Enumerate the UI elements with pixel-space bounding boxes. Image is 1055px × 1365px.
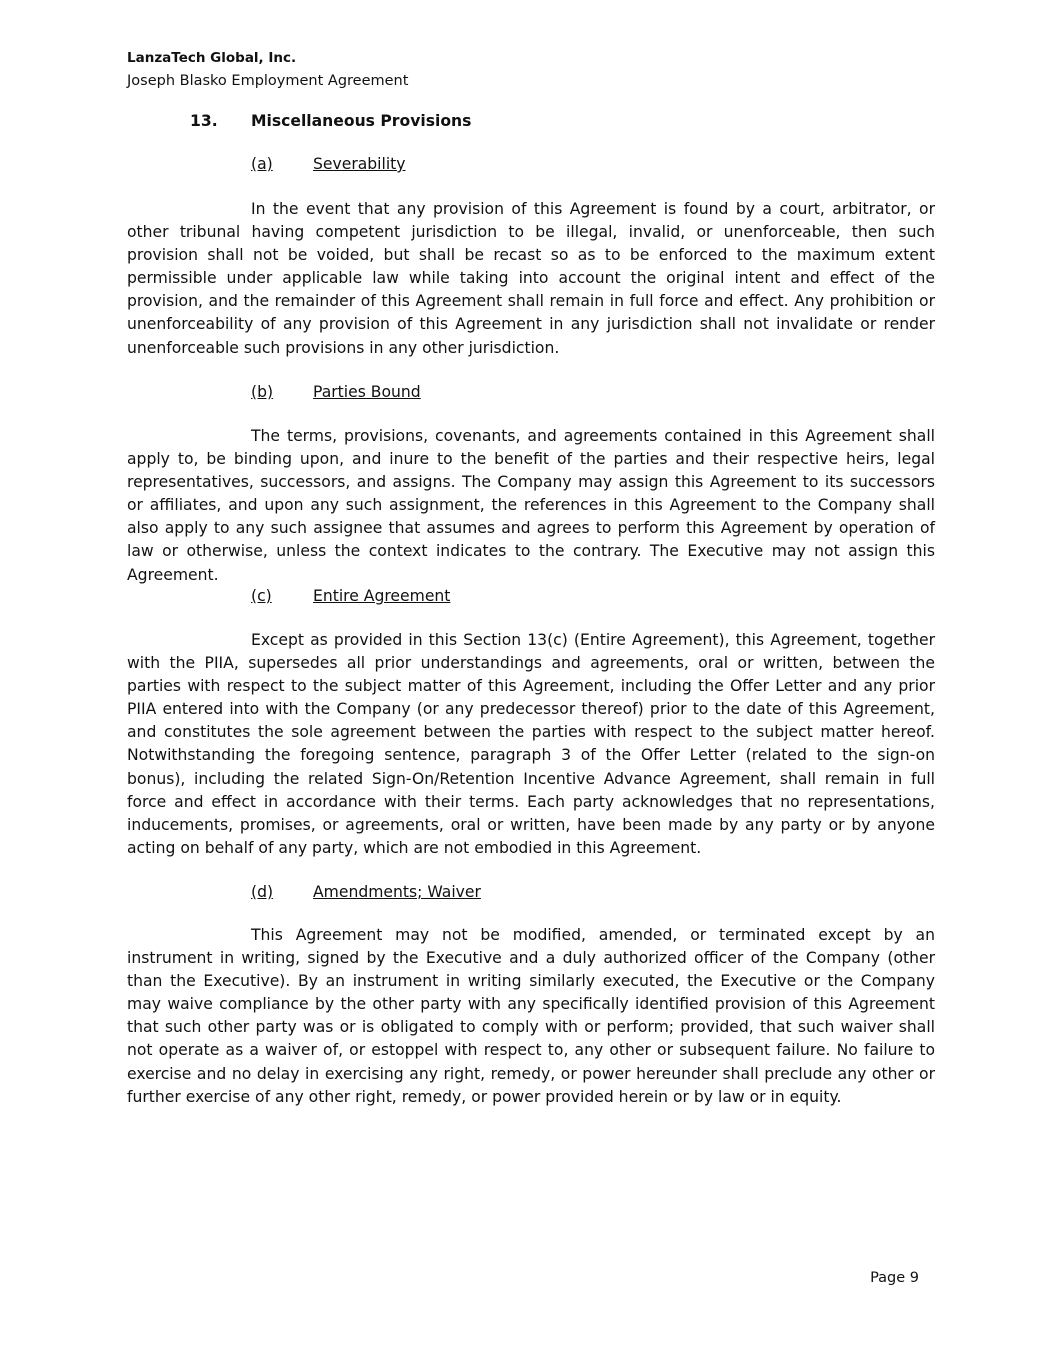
subsection-heading-d	[251, 881, 481, 904]
subsection-body-d	[127, 924, 935, 1109]
paragraph: In the event that any provision of this Agreement is found by a court, arbitrator, or other tribunal having competent jurisdiction to be illegal, invalid, or unenforceable, then such provision shall not be voided, but shall be recast so as to be enforced to the maximum extent permissible under applicable law while taking into account the original intent and effect of the provision, and the remainder of this Agreement shall remain in full force and effect. Any prohibition or unenforceability of any provision of this Agreement in any jurisdiction shall not invalidate or render unenforceable such provisions in any other jurisdiction.	[127, 200, 935, 357]
subsection-letter: (a)	[251, 155, 273, 173]
subsection-letter: (b)	[251, 383, 274, 401]
subsection-heading-a	[251, 153, 406, 176]
subsection-title: Amendments; Waiver	[313, 883, 481, 901]
subsection-body-b	[127, 425, 935, 587]
subsection-body-c	[127, 629, 935, 860]
document-title: Joseph Blasko Employment Agreement	[127, 73, 409, 89]
subsection-heading-c	[251, 585, 450, 608]
company-name: LanzaTech Global, Inc.	[127, 50, 297, 66]
section-number: 13.	[190, 112, 218, 130]
paragraph: The terms, provisions, covenants, and agreements contained in this Agreement shall apply to, be binding upon, and inure to the benefit of the parties and their respective heirs, legal representatives, successors, and assigns. The Company may assign this Agreement to its successors or affiliates, and upon any such assignment, the references in this Agreement to the Company shall also apply to any such assignee that assumes and agrees to perform this Agreement by operation of law or otherwise, unless the context indicates to the contrary. The Executive may not assign this Agreement.	[127, 427, 935, 584]
page-number: Page 9	[870, 1270, 919, 1286]
section-title: Miscellaneous Provisions	[251, 112, 472, 130]
subsection-heading-b	[251, 381, 421, 404]
paragraph: This Agreement may not be modified, amended, or terminated except by an instrument in writing, signed by the Executive and a duly authorized officer of the Company (other than the Executive). By an instrument in writing similarly executed, the Executive or the Company may waive compliance by the other party with any specifically identified provision of this Agreement that such other party was or is obligated to comply with or perform; provided, that such waiver shall not operate as a waiver of, or estoppel with respect to, any other or subsequent failure. No failure to exercise and no delay in exercising any right, remedy, or power hereunder shall preclude any other or further exercise of any other right, remedy, or power provided herein or by law or in equity.	[127, 926, 935, 1106]
subsection-letter: (d)	[251, 883, 274, 901]
subsection-title: Entire Agreement	[313, 587, 451, 605]
subsection-title: Severability	[313, 155, 406, 173]
subsection-letter: (c)	[251, 587, 272, 605]
paragraph: Except as provided in this Section 13(c) (Entire Agreement), this Agreement, together with the PIIA, supersedes all prior understandings and agreements, oral or written, between the parties with respect to the subject matter of this Agreement, including the Offer Letter and any prior PIIA entered into with the Company (or any predecessor thereof) prior to the date of this Agreement, and constitutes the sole agreement between the parties with respect to the subject matter hereof. Notwithstanding the foregoing sentence, paragraph 3 of the Offer Letter (related to the sign-on bonus), including the related Sign-On/Retention Incentive Advance Agreement, shall remain in full force and effect in accordance with their terms. Each party acknowledges that no representations, inducements, promises, or agreements, oral or written, have been made by any party or by anyone acting on behalf of any party, which are not embodied in this Agreement.	[127, 631, 935, 857]
subsection-body-a	[127, 198, 935, 360]
document-header	[127, 47, 408, 93]
section-heading	[190, 110, 471, 133]
subsection-title: Parties Bound	[313, 383, 421, 401]
